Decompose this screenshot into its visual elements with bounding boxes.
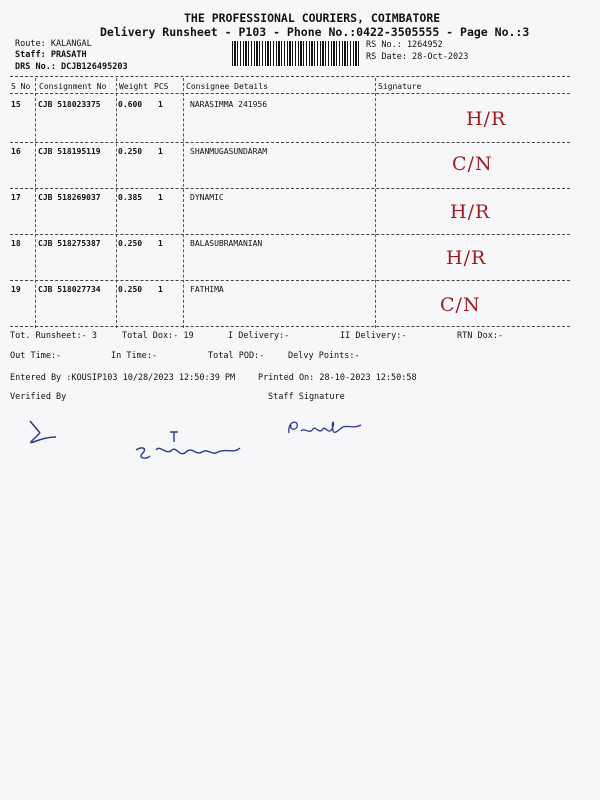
row-sno: 17 xyxy=(11,193,21,202)
table-header-rule xyxy=(10,93,570,94)
table-top-rule xyxy=(10,76,570,77)
col-header-weight: Weight xyxy=(119,82,148,91)
staff-label: Staff: PRASATH xyxy=(15,50,87,60)
column-divider xyxy=(375,78,376,328)
verifier-signature xyxy=(130,426,250,466)
row-weight: 0.385 xyxy=(118,193,143,202)
table-bottom-rule xyxy=(10,326,570,327)
printed-on: Printed On: 28-10-2023 12:50:58 xyxy=(258,373,417,383)
col-header-signature: Signature xyxy=(378,82,422,91)
row-rule xyxy=(10,280,570,281)
runsheet-title: Delivery Runsheet - P103 - Phone No.:0422-3505555 - Page No.:3 xyxy=(100,25,530,39)
row-signature: H/R xyxy=(450,201,491,223)
i-delivery: I Delivery:- xyxy=(228,331,290,341)
row-signature: C/N xyxy=(452,153,493,175)
drs-number: DRS No.: DCJB126495203 xyxy=(15,62,128,72)
total-pod: Total POD:- xyxy=(208,351,265,361)
column-divider xyxy=(35,78,36,328)
company-name: THE PROFESSIONAL COURIERS, COIMBATORE xyxy=(184,11,441,25)
row-consignment: CJB 518275387 xyxy=(38,239,101,248)
row-consignee: SHANMUGASUNDARAM xyxy=(190,147,268,156)
row-consignment: CJB 518027734 xyxy=(38,285,101,294)
row-weight: 0.600 xyxy=(118,100,143,109)
barcode xyxy=(232,41,360,66)
row-rule xyxy=(10,234,570,235)
rtn-dox: RTN Dox:- xyxy=(457,331,504,341)
row-pcs: 1 xyxy=(158,285,163,294)
verifier-initial-signature xyxy=(20,415,60,445)
column-divider xyxy=(183,78,184,328)
row-consignment: CJB 518269037 xyxy=(38,193,101,202)
row-sno: 18 xyxy=(11,239,21,248)
in-time: In Time:- xyxy=(111,351,158,361)
row-consignment: CJB 518023375 xyxy=(38,100,101,109)
row-rule xyxy=(10,188,570,189)
row-signature: C/N xyxy=(440,294,481,316)
row-pcs: 1 xyxy=(158,239,163,248)
tot-runsheet: Tot. Runsheet:- 3 xyxy=(10,331,97,341)
total-dox: Total Dox:- 19 xyxy=(122,331,194,341)
row-weight: 0.250 xyxy=(118,147,143,156)
row-consignee: FATHIMA xyxy=(190,285,224,294)
row-pcs: 1 xyxy=(158,147,163,156)
row-signature: H/R xyxy=(446,247,487,269)
rs-date: RS Date: 28-Oct-2023 xyxy=(366,52,469,62)
row-pcs: 1 xyxy=(158,193,163,202)
column-divider xyxy=(116,78,117,328)
row-weight: 0.250 xyxy=(118,239,143,248)
row-sno: 15 xyxy=(11,100,21,109)
row-sno: 16 xyxy=(11,147,21,156)
route-label: Route: KALANGAL xyxy=(15,39,92,49)
col-header-sno: S No xyxy=(11,82,31,91)
out-time: Out Time:- xyxy=(10,351,62,361)
row-weight: 0.250 xyxy=(118,285,143,294)
row-rule xyxy=(10,142,570,143)
staff-signature xyxy=(285,415,365,441)
verified-by-label: Verified By xyxy=(10,392,67,402)
rs-number: RS No.: 1264952 xyxy=(366,40,443,50)
ii-delivery: II Delivery:- xyxy=(340,331,407,341)
col-header-consignment: Consignment No xyxy=(39,82,107,91)
row-signature: H/R xyxy=(466,108,507,130)
row-consignee: BALASUBRAMANIAN xyxy=(190,239,263,248)
row-consignee: DYNAMIC xyxy=(190,193,224,202)
staff-signature-label: Staff Signature xyxy=(268,392,345,402)
col-header-pcs: PCS xyxy=(154,82,169,91)
row-consignee: NARASIMMA 241956 xyxy=(190,100,268,109)
row-sno: 19 xyxy=(11,285,21,294)
entered-by: Entered By :KOUSIP103 10/28/2023 12:50:39 PM xyxy=(10,373,236,383)
row-pcs: 1 xyxy=(158,100,163,109)
row-consignment: CJB 518195119 xyxy=(38,147,101,156)
col-header-consignee: Consignee Details xyxy=(186,82,268,91)
delvy-points: Delvy Points:- xyxy=(288,351,360,361)
